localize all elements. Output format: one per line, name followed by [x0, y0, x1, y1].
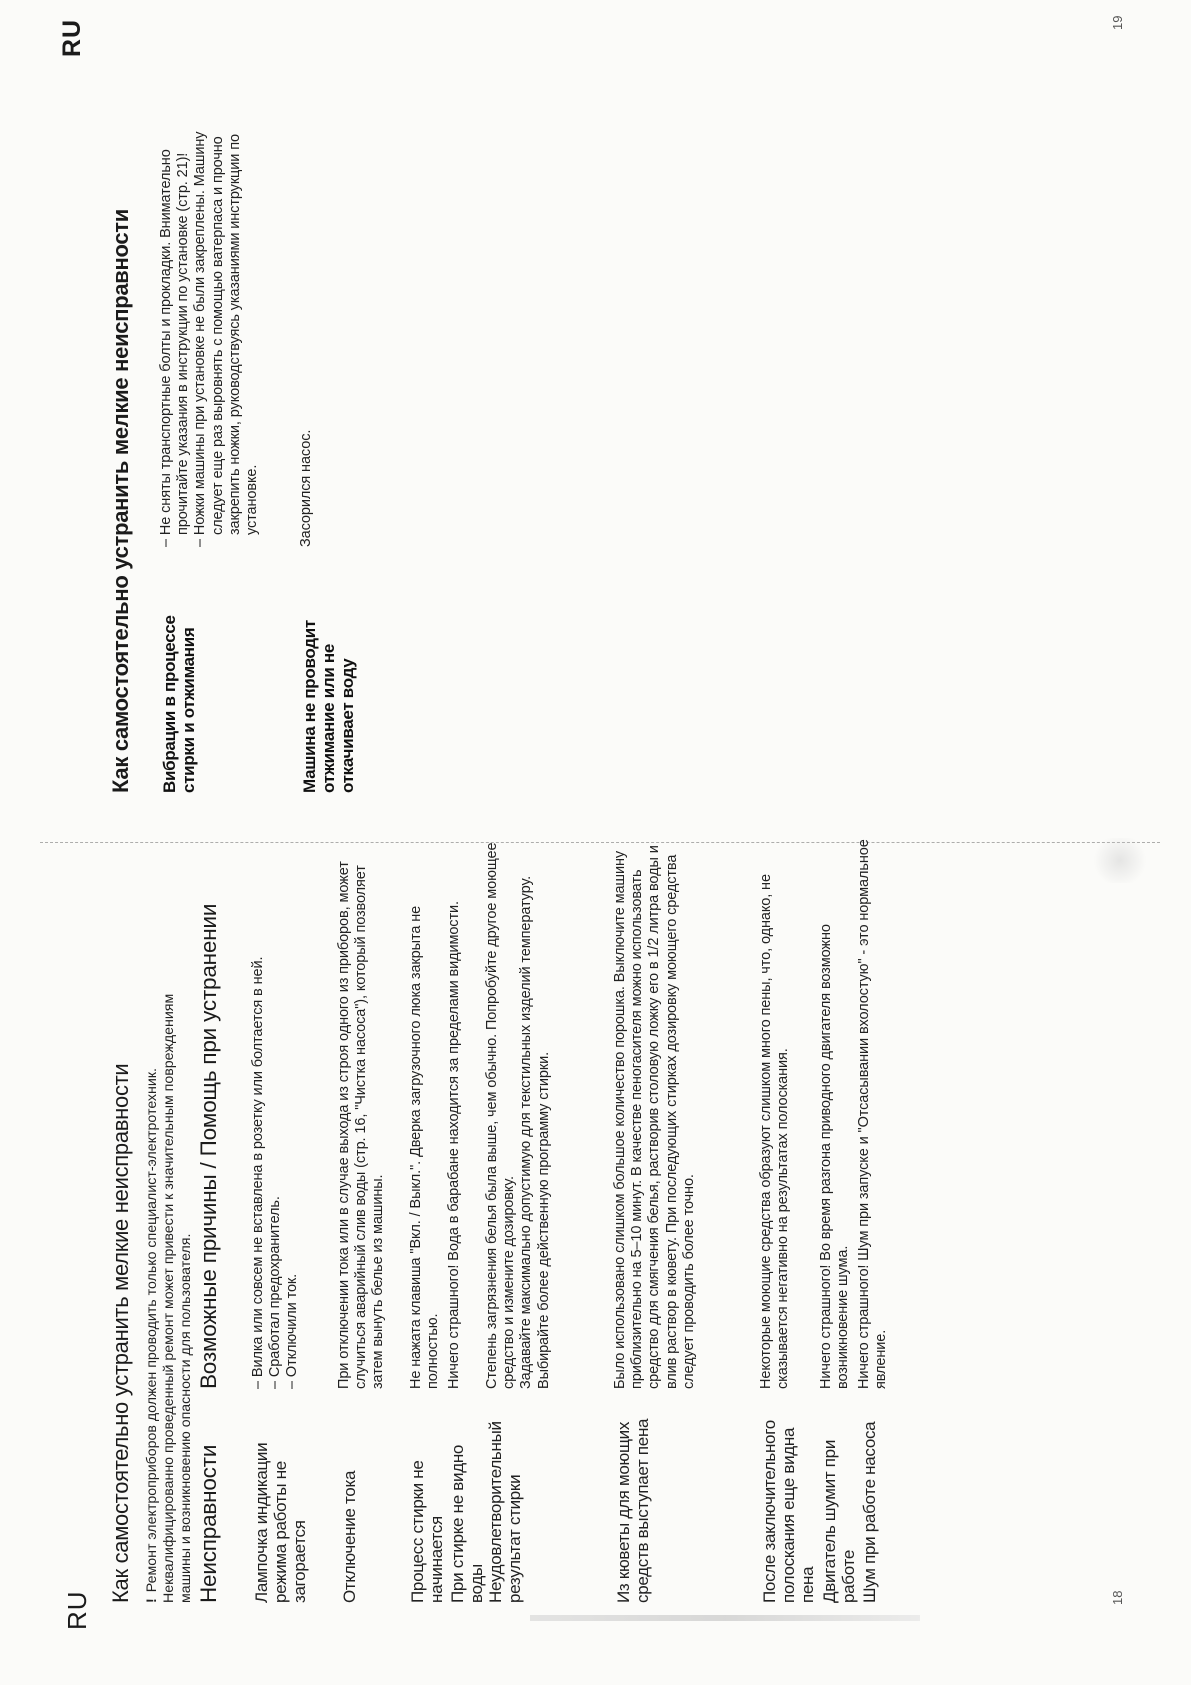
remedy-motor-noise-1: Ничего страшного! Во время разгона приводного двигателя возможно возникновение шума.: [818, 924, 852, 1389]
right-language-code: RU: [58, 18, 86, 57]
remedy-bad-result-3: Выбирайте более действенную программу стирки.: [535, 1051, 552, 1389]
remedy-power-1: При отключении тока или в случае выхода из строя одного из приборов, может случиться аварийный слив воды (стр. 16, "Чистка насоса"), который позволяет затем вынуть белье из машины.: [336, 861, 387, 1389]
scan-artifact: [530, 1615, 920, 1621]
symptom-no-water: При стирке не видно воды: [448, 1444, 486, 1603]
symptom-foam-rinse: После заключительного полоскания еще видна пена: [760, 1420, 817, 1603]
remedy-no-water: [446, 834, 463, 1389]
causes-column-heading: Возможные причины / Помощь при устранении: [196, 903, 221, 1389]
remedy-motor-noise: [818, 834, 852, 1389]
symptom-bad-result: Неудовлетворительный результат стирки: [486, 1421, 524, 1603]
remedy-no-start: [408, 834, 442, 1389]
warning-text: Ремонт электроприборов должен проводить только специалист-электротехник. Неквалифицированно проведенный ремонт может привести к значительным повреждениям машины и возникновению опасности для пользователя.: [144, 993, 194, 1603]
remedy-foam-rinse: [758, 834, 792, 1389]
remedy-vibration-2: – Ножки машины при установке не были закреплены. Машину следует еще раз выровнять с помощью ватерпаса и прочно закрепить ножки, руководствуясь указаниями инструкции по установке.: [192, 131, 261, 547]
remedy-no-spin-1: Засорился насос.: [298, 429, 314, 547]
remedy-lamp-3: – Отключили ток.: [284, 1273, 301, 1389]
left-page-number: 18: [1110, 1590, 1125, 1605]
remedy-foam-rinse-1: Некоторые моющие средства образуют слишком много пены, что, однако, не сказывается негативно на результатах полоскания.: [758, 874, 792, 1389]
remedy-vibration-1: – Не сняты транспортные болты и прокладки. Внимательно прочитайте указания в инструкции по установке (стр. 21)!: [158, 149, 192, 547]
remedy-lamp-1: – Вилка или совсем не вставлена в розетку или болтается в ней.: [250, 956, 266, 1389]
remedy-bad-result-2: Задавайте максимально допустимую для текстильных изделий температуру.: [518, 875, 535, 1389]
remedy-foam-tray: [612, 834, 698, 1389]
remedy-lamp: [250, 834, 302, 1389]
right-page-number: 19: [1110, 15, 1125, 30]
left-page-title: Как самостоятельно устранить мелкие неисправности: [108, 1063, 133, 1603]
scan-stain: [1090, 838, 1150, 883]
remedy-bad-result-1: Степень загрязнения белья была выше, чем обычно. Попробуйте другое моющее средство и измените дозировку.: [484, 842, 518, 1389]
remedy-no-start-1: Не нажата клавиша "Вкл. / Выкл.". Дверка загрузочного люка закрыта не полностью.: [408, 905, 442, 1389]
left-language-code: RU: [62, 1590, 92, 1630]
warning-mark: !: [144, 1598, 160, 1603]
symptom-pump-noise: Шум при работе насоса: [860, 1421, 879, 1603]
page-divider: [40, 842, 1160, 843]
remedy-vibration: [158, 77, 261, 547]
remedy-bad-result: [484, 834, 553, 1389]
remedy-foam-tray-1: Было использовано слишком большое количество порошка. Выключите машину приблизительно на 5–10 минут. В качестве пеногасителя можно использовать средство для смягчения белья, растворив столовую ложку его в 1/2 литра воды и влив раствор в кювету. При последующих стирках дозировку моющего средства следует проводить более точно.: [612, 845, 697, 1389]
remedy-pump-noise: [856, 834, 890, 1389]
right-page-title: Как самостоятельно устранить мелкие неисправности: [108, 209, 133, 793]
symptom-power: Отключение тока: [340, 1470, 359, 1603]
symptom-vibration: Вибрации в процессе стирки и отжимания: [160, 615, 198, 793]
symptom-no-spin: Машина не проводит отжимание или не откачивает воду: [300, 620, 357, 793]
symptom-lamp: Лампочка индикации режима работы не загорается: [252, 1442, 309, 1603]
remedy-no-spin: [298, 77, 315, 547]
symptom-no-start: Процесс стирки не начинается: [408, 1460, 446, 1603]
warning-note: [144, 963, 195, 1603]
symptom-motor-noise: Двигатель шумит при работе: [820, 1439, 858, 1603]
symptom-foam-tray: Из кюветы для моющих средств выступает пена: [614, 1418, 652, 1603]
remedy-power: [336, 834, 388, 1389]
remedy-lamp-2: – Сработал предохранитель.: [267, 1196, 284, 1389]
faults-column-heading: Неисправности: [196, 1444, 221, 1603]
remedy-pump-noise-1: Ничего страшного! Шум при запуске и "Отсасывании вхолостую" - это нормальное явление.: [856, 839, 890, 1389]
remedy-no-water-1: Ничего страшного! Вода в барабане находится за пределами видимости.: [446, 901, 462, 1389]
